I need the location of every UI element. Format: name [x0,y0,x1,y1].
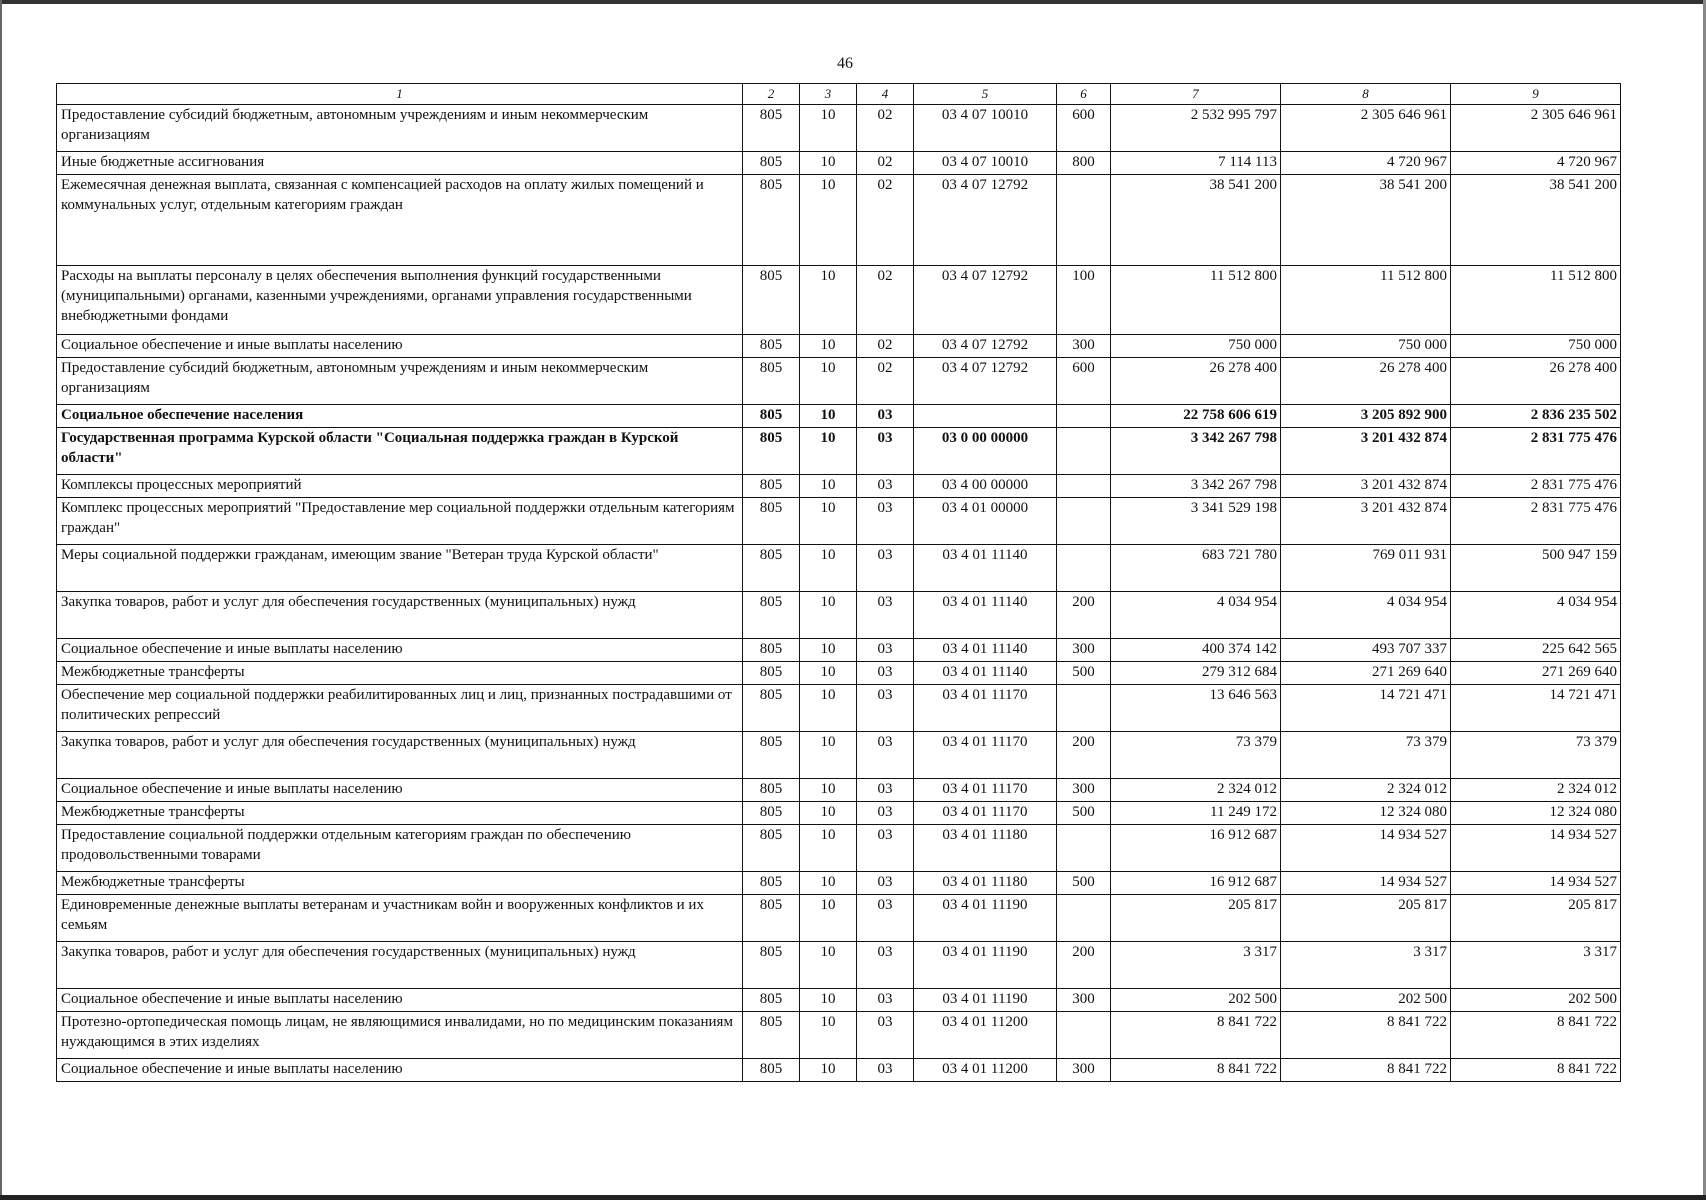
cell-section-code: 10 [800,475,857,498]
cell-target-article: 03 4 01 00000 [914,498,1057,545]
row-name: Закупка товаров, работ и услуг для обеспечения государственных (муниципальных) нужд [57,592,743,639]
scan-edge-top [0,0,1706,4]
table-row [57,545,1621,592]
cell-section-code: 10 [800,1059,857,1082]
cell-amount-col9: 26 278 400 [1451,358,1621,405]
cell-subsection-code: 03 [857,989,914,1012]
cell-section-code: 10 [800,405,857,428]
cell-subsection-code: 02 [857,152,914,175]
cell-amount-col7: 8 841 722 [1111,1059,1281,1082]
table-row [57,498,1621,545]
cell-expense-type [1057,428,1111,475]
page-number: 46 [837,55,853,72]
row-name: Комплекс процессных мероприятий "Предоставление мер социальной поддержки отдельным категориям граждан" [57,498,743,545]
cell-amount-col7: 13 646 563 [1111,685,1281,732]
cell-target-article: 03 4 01 11180 [914,825,1057,872]
cell-amount-col9: 12 324 080 [1451,802,1621,825]
cell-amount-col7: 3 341 529 198 [1111,498,1281,545]
cell-subsection-code: 03 [857,662,914,685]
cell-amount-col8: 3 201 432 874 [1281,475,1451,498]
cell-ministry-code: 805 [743,428,800,475]
cell-target-article: 03 4 01 11140 [914,639,1057,662]
cell-subsection-code: 03 [857,779,914,802]
cell-section-code: 10 [800,942,857,989]
cell-section-code: 10 [800,152,857,175]
cell-ministry-code: 805 [743,105,800,152]
cell-target-article: 03 4 07 10010 [914,152,1057,175]
cell-target-article: 03 4 01 11140 [914,592,1057,639]
cell-expense-type: 100 [1057,266,1111,335]
cell-subsection-code: 03 [857,639,914,662]
cell-amount-col7: 7 114 113 [1111,152,1281,175]
cell-subsection-code: 03 [857,825,914,872]
cell-amount-col8: 493 707 337 [1281,639,1451,662]
table-row [57,802,1621,825]
cell-target-article: 03 4 00 00000 [914,475,1057,498]
cell-subsection-code: 03 [857,732,914,779]
cell-target-article: 03 4 01 11180 [914,872,1057,895]
cell-amount-col8: 14 934 527 [1281,872,1451,895]
cell-expense-type: 500 [1057,872,1111,895]
cell-amount-col8: 14 721 471 [1281,685,1451,732]
row-name: Социальное обеспечение и иные выплаты населению [57,335,743,358]
cell-expense-type: 300 [1057,1059,1111,1082]
cell-subsection-code: 03 [857,428,914,475]
cell-subsection-code: 03 [857,895,914,942]
cell-amount-col9: 38 541 200 [1451,175,1621,266]
cell-amount-col9: 750 000 [1451,335,1621,358]
cell-ministry-code: 805 [743,732,800,779]
row-name: Социальное обеспечение и иные выплаты населению [57,639,743,662]
cell-amount-col9: 4 034 954 [1451,592,1621,639]
budget-table [56,83,1621,1082]
cell-amount-col9: 500 947 159 [1451,545,1621,592]
cell-ministry-code: 805 [743,592,800,639]
table-row [57,152,1621,175]
cell-expense-type: 300 [1057,335,1111,358]
cell-expense-type [1057,825,1111,872]
cell-expense-type: 500 [1057,802,1111,825]
header-col-6: 6 [1057,84,1111,105]
cell-amount-col8: 271 269 640 [1281,662,1451,685]
table-row [57,475,1621,498]
cell-amount-col9: 8 841 722 [1451,1059,1621,1082]
cell-amount-col8: 3 205 892 900 [1281,405,1451,428]
cell-expense-type [1057,545,1111,592]
cell-amount-col7: 16 912 687 [1111,872,1281,895]
cell-amount-col9: 4 720 967 [1451,152,1621,175]
cell-amount-col8: 8 841 722 [1281,1059,1451,1082]
header-col-9: 9 [1451,84,1621,105]
cell-section-code: 10 [800,428,857,475]
cell-ministry-code: 805 [743,498,800,545]
cell-amount-col8: 8 841 722 [1281,1012,1451,1059]
cell-amount-col9: 73 379 [1451,732,1621,779]
cell-target-article: 03 4 01 11200 [914,1059,1057,1082]
cell-expense-type: 500 [1057,662,1111,685]
cell-expense-type: 600 [1057,358,1111,405]
cell-amount-col7: 26 278 400 [1111,358,1281,405]
cell-subsection-code: 02 [857,175,914,266]
row-name: Закупка товаров, работ и услуг для обеспечения государственных (муниципальных) нужд [57,732,743,779]
cell-section-code: 10 [800,1012,857,1059]
cell-amount-col8: 4 720 967 [1281,152,1451,175]
cell-target-article: 03 4 01 11190 [914,942,1057,989]
cell-expense-type: 200 [1057,732,1111,779]
cell-ministry-code: 805 [743,662,800,685]
cell-section-code: 10 [800,662,857,685]
cell-amount-col9: 2 831 775 476 [1451,498,1621,545]
cell-section-code: 10 [800,779,857,802]
cell-amount-col7: 2 324 012 [1111,779,1281,802]
cell-ministry-code: 805 [743,358,800,405]
header-col-4: 4 [857,84,914,105]
cell-amount-col8: 202 500 [1281,989,1451,1012]
cell-target-article: 03 4 07 12792 [914,266,1057,335]
table-row [57,779,1621,802]
cell-amount-col9: 2 831 775 476 [1451,428,1621,475]
cell-amount-col8: 26 278 400 [1281,358,1451,405]
cell-target-article: 03 4 01 11170 [914,685,1057,732]
table-header-row [57,84,1621,105]
cell-expense-type [1057,405,1111,428]
cell-section-code: 10 [800,498,857,545]
cell-expense-type: 800 [1057,152,1111,175]
cell-amount-col8: 38 541 200 [1281,175,1451,266]
cell-subsection-code: 03 [857,592,914,639]
cell-amount-col7: 279 312 684 [1111,662,1281,685]
table-row [57,895,1621,942]
cell-amount-col7: 4 034 954 [1111,592,1281,639]
cell-amount-col9: 14 934 527 [1451,825,1621,872]
cell-ministry-code: 805 [743,779,800,802]
cell-ministry-code: 805 [743,475,800,498]
cell-section-code: 10 [800,592,857,639]
table-row [57,662,1621,685]
cell-expense-type [1057,685,1111,732]
row-name: Единовременные денежные выплаты ветеранам и участникам войн и вооруженных конфликтов и их семьям [57,895,743,942]
cell-amount-col8: 769 011 931 [1281,545,1451,592]
cell-amount-col9: 2 836 235 502 [1451,405,1621,428]
cell-expense-type [1057,475,1111,498]
cell-subsection-code: 02 [857,105,914,152]
cell-ministry-code: 805 [743,266,800,335]
cell-section-code: 10 [800,639,857,662]
table-row [57,335,1621,358]
cell-amount-col7: 22 758 606 619 [1111,405,1281,428]
row-name: Иные бюджетные ассигнования [57,152,743,175]
cell-amount-col7: 73 379 [1111,732,1281,779]
cell-section-code: 10 [800,545,857,592]
cell-ministry-code: 805 [743,545,800,592]
row-name: Социальное обеспечение и иные выплаты населению [57,989,743,1012]
cell-expense-type: 300 [1057,779,1111,802]
row-name: Межбюджетные трансферты [57,662,743,685]
cell-ministry-code: 805 [743,152,800,175]
cell-amount-col7: 683 721 780 [1111,545,1281,592]
cell-subsection-code: 02 [857,358,914,405]
cell-target-article: 03 4 01 11170 [914,779,1057,802]
header-col-7: 7 [1111,84,1281,105]
table-row [57,825,1621,872]
cell-amount-col9: 202 500 [1451,989,1621,1012]
cell-subsection-code: 03 [857,475,914,498]
cell-amount-col9: 11 512 800 [1451,266,1621,335]
cell-amount-col8: 12 324 080 [1281,802,1451,825]
cell-ministry-code: 805 [743,639,800,662]
cell-amount-col7: 38 541 200 [1111,175,1281,266]
cell-amount-col7: 8 841 722 [1111,1012,1281,1059]
cell-amount-col9: 3 317 [1451,942,1621,989]
table-row [57,592,1621,639]
cell-amount-col9: 2 324 012 [1451,779,1621,802]
row-name: Ежемесячная денежная выплата, связанная с компенсацией расходов на оплату жилых помещений и коммунальных услуг, отдельным категориям граждан [57,175,743,266]
cell-amount-col8: 205 817 [1281,895,1451,942]
table-row [57,1059,1621,1082]
cell-subsection-code: 03 [857,405,914,428]
cell-expense-type: 200 [1057,592,1111,639]
cell-target-article: 03 4 01 11190 [914,989,1057,1012]
table-row [57,358,1621,405]
row-name: Социальное обеспечение населения [57,405,743,428]
cell-target-article: 03 4 01 11140 [914,662,1057,685]
cell-ministry-code: 805 [743,335,800,358]
cell-ministry-code: 805 [743,895,800,942]
cell-expense-type [1057,498,1111,545]
cell-amount-col7: 2 532 995 797 [1111,105,1281,152]
cell-amount-col7: 3 342 267 798 [1111,475,1281,498]
cell-section-code: 10 [800,105,857,152]
table-row [57,732,1621,779]
cell-amount-col9: 205 817 [1451,895,1621,942]
row-name: Обеспечение мер социальной поддержки реабилитированных лиц и лиц, признанных пострадавшими от политических репрессий [57,685,743,732]
cell-section-code: 10 [800,872,857,895]
cell-subsection-code: 03 [857,498,914,545]
cell-amount-col8: 4 034 954 [1281,592,1451,639]
row-name: Межбюджетные трансферты [57,872,743,895]
cell-target-article: 03 4 07 12792 [914,335,1057,358]
cell-amount-col9: 14 934 527 [1451,872,1621,895]
cell-amount-col8: 3 317 [1281,942,1451,989]
header-col-1: 1 [57,84,743,105]
table-row [57,428,1621,475]
scan-edge-left [0,0,2,1200]
row-name: Предоставление субсидий бюджетным, автономным учреждениям и иным некоммерческим организациям [57,358,743,405]
cell-section-code: 10 [800,989,857,1012]
row-name: Протезно-ортопедическая помощь лицам, не являющимися инвалидами, но по медицинским показаниям нуждающимся в этих изделиях [57,1012,743,1059]
cell-section-code: 10 [800,685,857,732]
cell-ministry-code: 805 [743,175,800,266]
cell-amount-col7: 205 817 [1111,895,1281,942]
table-row [57,872,1621,895]
cell-section-code: 10 [800,358,857,405]
cell-ministry-code: 805 [743,405,800,428]
row-name: Межбюджетные трансферты [57,802,743,825]
cell-amount-col9: 14 721 471 [1451,685,1621,732]
cell-expense-type: 600 [1057,105,1111,152]
cell-amount-col7: 3 342 267 798 [1111,428,1281,475]
cell-section-code: 10 [800,732,857,779]
row-name: Социальное обеспечение и иные выплаты населению [57,779,743,802]
cell-subsection-code: 02 [857,335,914,358]
cell-expense-type: 300 [1057,639,1111,662]
cell-amount-col7: 750 000 [1111,335,1281,358]
row-name: Комплексы процессных мероприятий [57,475,743,498]
row-name: Расходы на выплаты персоналу в целях обеспечения выполнения функций государственными (муниципальными) органами, казенными учреждениями, органами управления государственными внебюджетными фондами [57,266,743,335]
cell-amount-col7: 3 317 [1111,942,1281,989]
header-col-5: 5 [914,84,1057,105]
cell-section-code: 10 [800,895,857,942]
row-name: Меры социальной поддержки гражданам, имеющим звание "Ветеран труда Курской области" [57,545,743,592]
row-name: Предоставление социальной поддержки отдельным категориям граждан по обеспечению продовольственными товарами [57,825,743,872]
cell-subsection-code: 03 [857,1012,914,1059]
cell-ministry-code: 805 [743,1059,800,1082]
header-col-3: 3 [800,84,857,105]
cell-amount-col9: 8 841 722 [1451,1012,1621,1059]
row-name: Предоставление субсидий бюджетным, автономным учреждениям и иным некоммерческим организациям [57,105,743,152]
cell-target-article: 03 4 07 12792 [914,358,1057,405]
cell-expense-type [1057,895,1111,942]
cell-section-code: 10 [800,802,857,825]
cell-amount-col9: 225 642 565 [1451,639,1621,662]
cell-amount-col7: 400 374 142 [1111,639,1281,662]
table-row [57,685,1621,732]
cell-subsection-code: 03 [857,685,914,732]
cell-ministry-code: 805 [743,872,800,895]
cell-target-article: 03 0 00 00000 [914,428,1057,475]
cell-target-article: 03 4 07 12792 [914,175,1057,266]
table-row [57,405,1621,428]
table-row [57,266,1621,335]
cell-expense-type: 300 [1057,989,1111,1012]
cell-amount-col7: 11 249 172 [1111,802,1281,825]
cell-subsection-code: 03 [857,545,914,592]
cell-amount-col9: 271 269 640 [1451,662,1621,685]
header-col-8: 8 [1281,84,1451,105]
cell-subsection-code: 02 [857,266,914,335]
cell-ministry-code: 805 [743,685,800,732]
cell-target-article [914,405,1057,428]
cell-target-article: 03 4 01 11190 [914,895,1057,942]
cell-target-article: 03 4 01 11200 [914,1012,1057,1059]
cell-subsection-code: 03 [857,942,914,989]
cell-section-code: 10 [800,266,857,335]
cell-amount-col7: 202 500 [1111,989,1281,1012]
cell-ministry-code: 805 [743,1012,800,1059]
table-row [57,105,1621,152]
cell-amount-col8: 3 201 432 874 [1281,428,1451,475]
cell-expense-type: 200 [1057,942,1111,989]
cell-subsection-code: 03 [857,872,914,895]
row-name: Государственная программа Курской области "Социальная поддержка граждан в Курской области" [57,428,743,475]
table-row [57,175,1621,266]
cell-amount-col7: 16 912 687 [1111,825,1281,872]
cell-target-article: 03 4 01 11140 [914,545,1057,592]
table-row [57,639,1621,662]
cell-amount-col9: 2 305 646 961 [1451,105,1621,152]
cell-subsection-code: 03 [857,1059,914,1082]
cell-amount-col8: 14 934 527 [1281,825,1451,872]
cell-subsection-code: 03 [857,802,914,825]
cell-target-article: 03 4 07 10010 [914,105,1057,152]
cell-target-article: 03 4 01 11170 [914,802,1057,825]
cell-amount-col8: 3 201 432 874 [1281,498,1451,545]
header-col-2: 2 [743,84,800,105]
cell-expense-type [1057,1012,1111,1059]
cell-ministry-code: 805 [743,802,800,825]
row-name: Закупка товаров, работ и услуг для обеспечения государственных (муниципальных) нужд [57,942,743,989]
cell-amount-col8: 11 512 800 [1281,266,1451,335]
table-row [57,942,1621,989]
row-name: Социальное обеспечение и иные выплаты населению [57,1059,743,1082]
cell-ministry-code: 805 [743,942,800,989]
cell-amount-col8: 750 000 [1281,335,1451,358]
cell-target-article: 03 4 01 11170 [914,732,1057,779]
cell-amount-col7: 11 512 800 [1111,266,1281,335]
cell-amount-col8: 2 305 646 961 [1281,105,1451,152]
cell-ministry-code: 805 [743,989,800,1012]
table-body [57,105,1621,1082]
table-row [57,989,1621,1012]
cell-section-code: 10 [800,825,857,872]
cell-ministry-code: 805 [743,825,800,872]
cell-amount-col8: 2 324 012 [1281,779,1451,802]
cell-expense-type [1057,175,1111,266]
cell-amount-col8: 73 379 [1281,732,1451,779]
table-row [57,1012,1621,1059]
scan-edge-bottom [0,1195,1706,1200]
cell-amount-col9: 2 831 775 476 [1451,475,1621,498]
cell-section-code: 10 [800,175,857,266]
cell-section-code: 10 [800,335,857,358]
